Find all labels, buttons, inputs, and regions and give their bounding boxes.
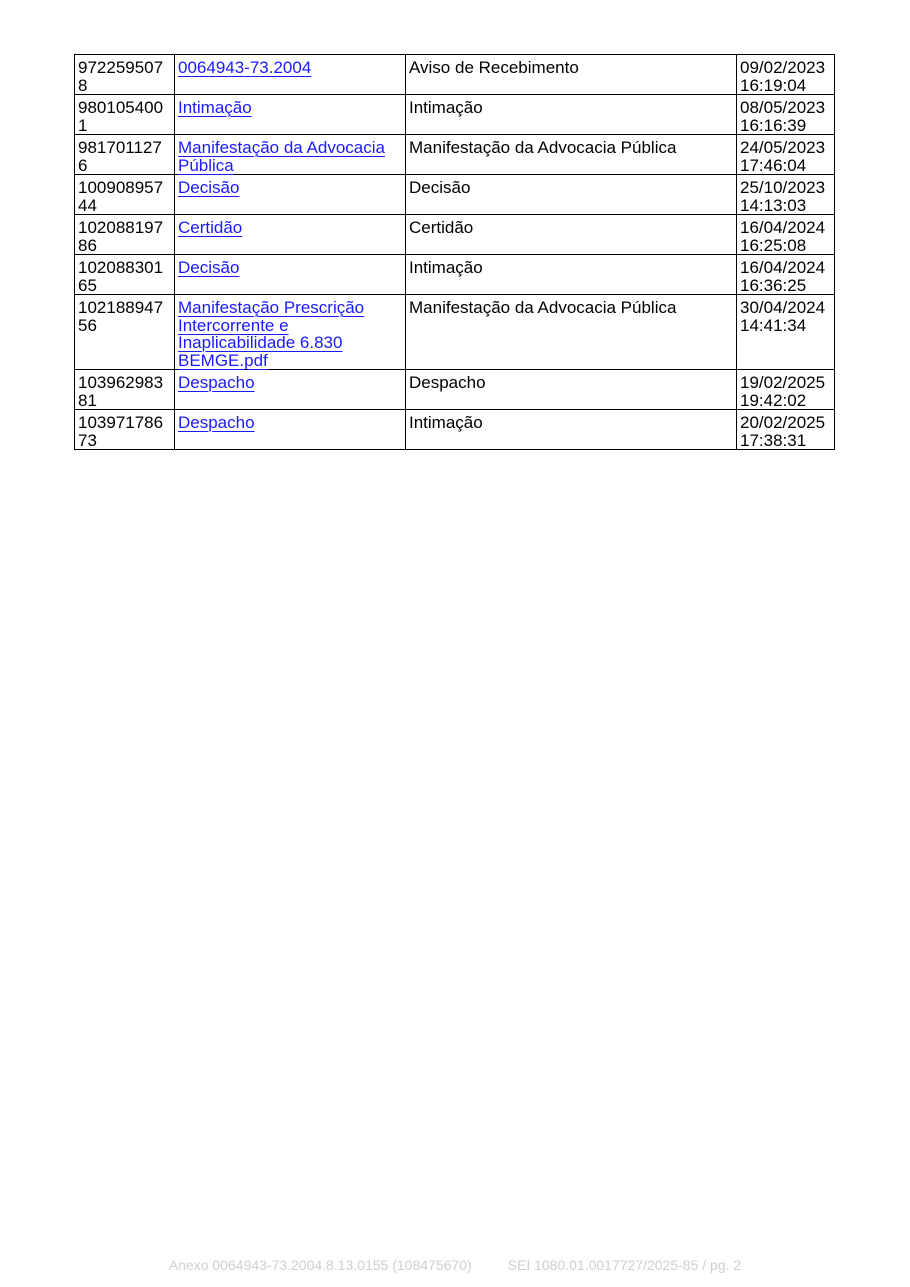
document-link-cell [175,135,406,175]
document-date: 09/02/2023 16:19:04 [737,55,835,95]
document-date: 20/02/2025 17:38:31 [737,410,835,450]
document-link[interactable]: Despacho [178,413,255,432]
document-id: 10208819786 [75,215,175,255]
document-type: Intimação [406,95,737,135]
table-row [75,255,835,295]
document-link-cell [175,295,406,370]
document-id: 10396298381 [75,370,175,410]
document-type: Despacho [406,370,737,410]
table-row [75,55,835,95]
document-type: Manifestação da Advocacia Pública [406,295,737,370]
document-date: 24/05/2023 17:46:04 [737,135,835,175]
document-date: 25/10/2023 14:13:03 [737,175,835,215]
document-link-cell [175,55,406,95]
document-type: Certidão [406,215,737,255]
document-link-cell [175,410,406,450]
document-link[interactable]: Decisão [178,258,240,277]
document-link[interactable]: Despacho [178,373,255,392]
table-row [75,95,835,135]
document-id: 10090895744 [75,175,175,215]
document-date: 16/04/2024 16:25:08 [737,215,835,255]
document-id: 10397178673 [75,410,175,450]
table-row [75,410,835,450]
table-row [75,175,835,215]
document-link[interactable]: Certidão [178,218,243,237]
document-link[interactable]: Manifestação Prescrição Intercorrente e Inaplicabilidade 6.830 BEMGE.pdf [178,298,365,370]
documents-table [74,54,835,450]
table-row [75,135,835,175]
document-link[interactable]: Manifestação da Advocacia Pública [178,138,385,175]
document-date: 19/02/2025 19:42:02 [737,370,835,410]
table-row [75,370,835,410]
document-date: 08/05/2023 16:16:39 [737,95,835,135]
document-link[interactable]: Decisão [178,178,240,197]
document-id: 9801054001 [75,95,175,135]
document-link-cell [175,95,406,135]
document-date: 30/04/2024 14:41:34 [737,295,835,370]
document-link[interactable]: Intimação [178,98,252,117]
document-type: Intimação [406,410,737,450]
document-id: 10218894756 [75,295,175,370]
document-type: Decisão [406,175,737,215]
document-id: 10208830165 [75,255,175,295]
footer-sei-reference: SEI 1080.01.0017727/2025-85 / pg. 2 [507,1257,742,1273]
footer-annex: Anexo 0064943-73.2004.8.13.0155 (108475670) [168,1257,472,1273]
document-link-cell [175,175,406,215]
document-type: Intimação [406,255,737,295]
document-type: Manifestação da Advocacia Pública [406,135,737,175]
document-id: 9817011276 [75,135,175,175]
document-link-cell [175,215,406,255]
document-link[interactable]: 0064943-73.2004 [178,58,312,77]
page-footer [0,1257,910,1273]
table-row [75,295,835,370]
document-link-cell [175,370,406,410]
document-link-cell [175,255,406,295]
document-type: Aviso de Recebimento [406,55,737,95]
document-date: 16/04/2024 16:36:25 [737,255,835,295]
document-id: 9722595078 [75,55,175,95]
table-row [75,215,835,255]
